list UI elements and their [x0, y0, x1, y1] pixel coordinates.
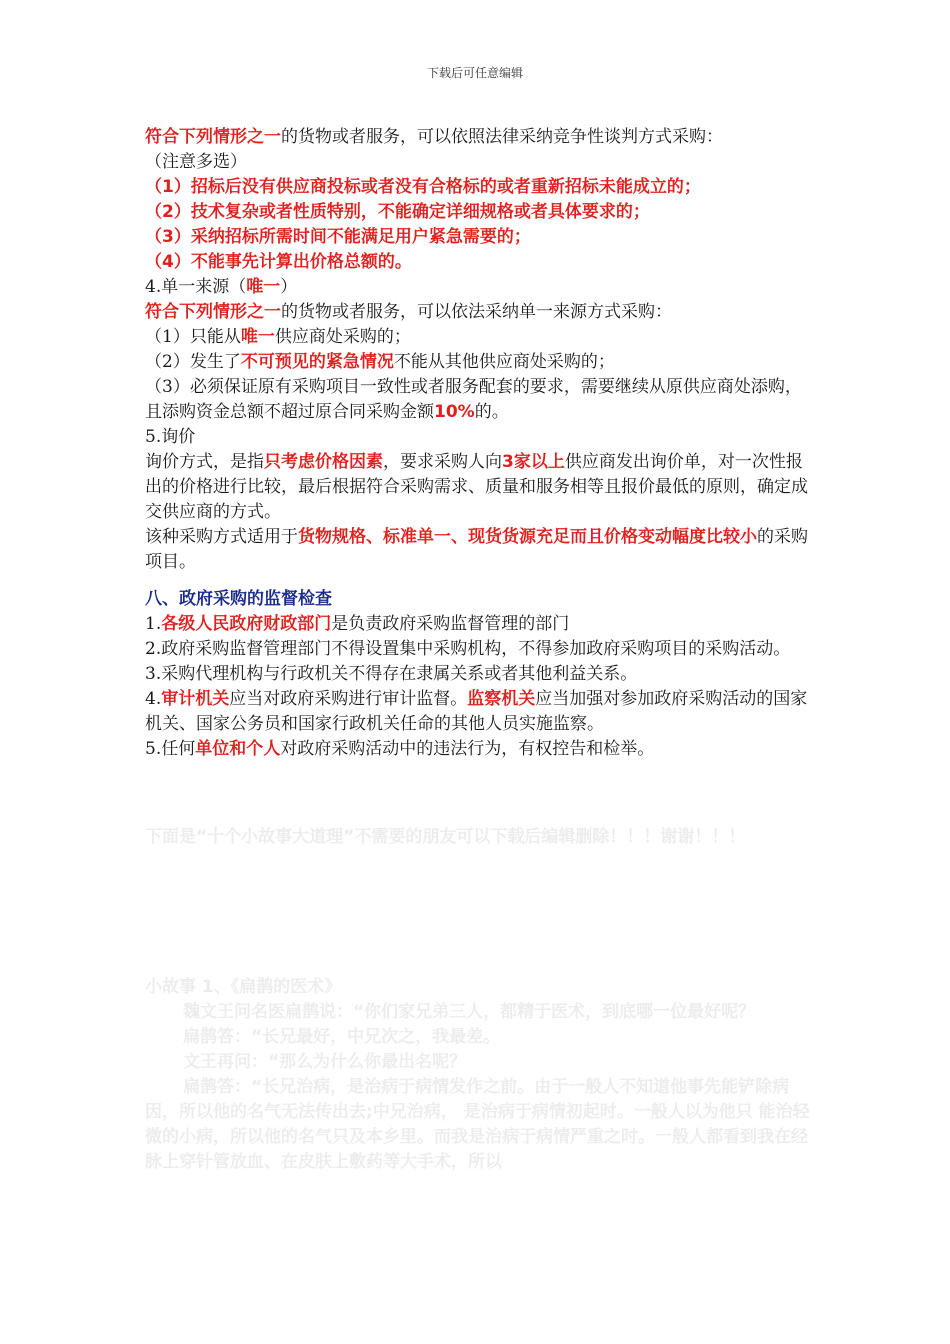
body-text: 供应商发出询价单，对一次性报出的价格进行比较，最后根据符合采购需求、质量和服务相等且报价最低的原则，确定成交供应商的方式。 [145, 452, 808, 522]
highlight-text: 10% [434, 402, 475, 422]
section-heading: 八、政府采购的监督检查 [145, 589, 332, 609]
story-paragraph: 扁鹊答：“长兄最好，中兄次之，我最差。 [183, 1027, 501, 1047]
body-text: 的货物或者服务，可以依照法律采纳竞争性谈判方式采购： [281, 127, 723, 147]
body-text: 应当对政府采购进行审计监督。 [229, 689, 468, 709]
story-paragraph: 扁鹊答：“长兄治病，是治病于病情发作之前。由于一般人不知道他事先能铲除病因，所以他的名气无法传出去;中兄治病， 是治病于病情初起时。一般人以为他只 能治轻微的小病，所以他的名气只及本乡里。而我是治病于病情严重之时。一般人都看到我在经脉上穿针管放血、在皮肤上敷药等大手术，所以 [145, 1077, 810, 1172]
body-text: 1. [145, 614, 162, 634]
body-text: 供应商处采购的； [274, 327, 411, 347]
highlight-text: 审计机关 [161, 689, 230, 709]
body-text: 不能从其他供应商处采购的； [393, 352, 615, 372]
inquiry-title: 5.询价 [145, 427, 196, 447]
story-block [145, 975, 810, 1175]
highlight-text: 货物规格、标准单一、现货货源充足而且价格变动幅度比较小 [298, 527, 757, 547]
delete-notice: 下面是“十个小故事大道理”不需要的朋友可以下载后编辑删除！！！谢谢！！！ [145, 827, 746, 847]
body-text: 的货物或者服务，可以依法采纳单一来源方式采购： [281, 302, 672, 322]
body-text: （3）必须保证原有采购项目一致性或者服务配套的要求，需要继续从原供应商处添购，且添购资金总额不超过原合同采购金额 [145, 377, 802, 422]
body-text: （1）只能从 [145, 327, 241, 347]
highlight-text: 只考虑价格因素 [264, 452, 383, 472]
highlight-text: 符合下列情形之一 [145, 302, 281, 322]
highlight-text: 唯一 [240, 327, 275, 347]
body-text: 5.任何 [145, 739, 196, 759]
body-text: 是负责政府采购监督管理的部门 [331, 614, 570, 634]
highlight-text: 各级人民政府财政部门 [161, 614, 332, 634]
highlight-text: 3家以上 [502, 452, 565, 472]
highlight-text: 不可预见的紧急情况 [240, 352, 394, 372]
body-text: 对政府采购活动中的违法行为，有权控告和检举。 [280, 739, 655, 759]
single-source-item-2 [145, 350, 810, 375]
body-text: 询价方式，是指 [145, 452, 264, 472]
page-header: 下载后可任意编辑 [426, 66, 523, 80]
body-text: 应当加强对参加政府采购活动的国家机关、国家公务员和国家行政机关任命的其他人员实施监察。 [145, 689, 808, 734]
single-source-item-1 [145, 325, 810, 350]
body-text: （2）发生了 [145, 352, 241, 372]
body-text: 4. [145, 689, 162, 709]
negotiation-item-1: （1）招标后没有供应商投标或者没有合格标的或者重新招标未能成立的； [145, 177, 701, 197]
inquiry-paragraph-2 [145, 525, 810, 575]
story-paragraph: 文王再问：“那么为什么你最出名呢？ [183, 1052, 467, 1072]
supervision-item-3: 3.采购代理机构与行政机关不得存在隶属关系或者其他利益关系。 [145, 664, 638, 684]
inquiry-paragraph-1 [145, 450, 810, 525]
body-text: ） [280, 277, 298, 297]
body-text: 的采购项目。 [145, 527, 808, 572]
body-text: 该种采购方式适用于 [145, 527, 298, 547]
highlight-text: 符合下列情形之一 [145, 127, 281, 147]
document-body [145, 125, 810, 762]
body-text: ，要求采购人向 [383, 452, 502, 472]
story-paragraph: 魏文王问名医扁鹊说：“你们家兄弟三人，都精于医术，到底哪一位最好呢？ [183, 1002, 756, 1022]
highlight-text: 单位和个人 [195, 739, 281, 759]
single-source-intro [145, 300, 810, 325]
negotiation-note: （注意多选） [145, 152, 247, 172]
supervision-item-2: 2.政府采购监督管理部门不得设置集中采购机构，不得参加政府采购项目的采购活动。 [145, 639, 791, 659]
body-text: 4.单一来源（ [145, 277, 247, 297]
single-source-title [145, 275, 810, 300]
body-text: 的。 [474, 402, 509, 422]
negotiation-item-3: （3）采纳招标所需时间不能满足用户紧急需要的； [145, 227, 531, 247]
negotiation-item-4: （4）不能事先计算出价格总额的。 [145, 252, 412, 272]
negotiation-intro [145, 125, 810, 150]
highlight-text: 唯一 [246, 277, 281, 297]
highlight-text: 监察机关 [467, 689, 536, 709]
supervision-item-5 [145, 737, 810, 762]
negotiation-item-2: （2）技术复杂或者性质特别，不能确定详细规格或者具体要求的； [145, 202, 650, 222]
supervision-item-4 [145, 687, 810, 737]
supervision-item-1 [145, 612, 810, 637]
single-source-item-3 [145, 375, 810, 425]
story-title: 小故事 1、《扁鹊的医术》 [145, 977, 342, 997]
